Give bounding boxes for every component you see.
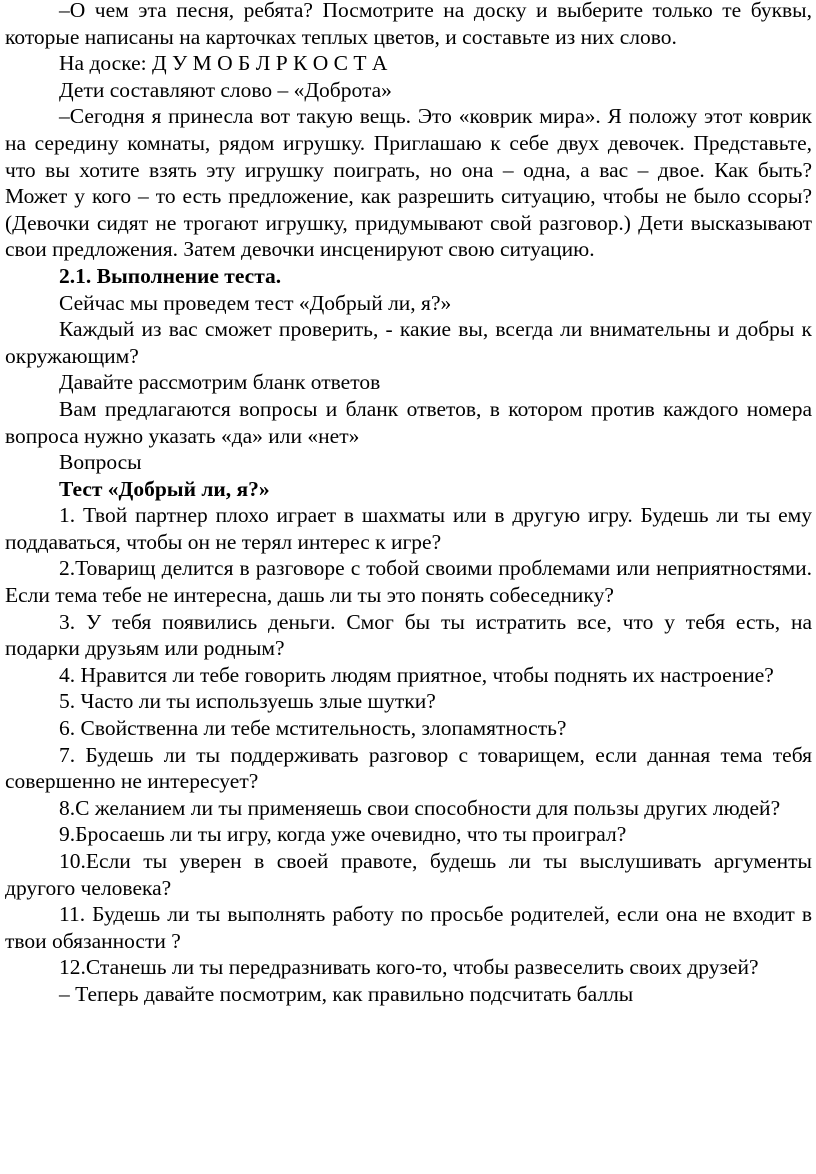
paragraph-instructions: Вам предлагаются вопросы и бланк ответов, в котором против каждого номера вопроса нужно указать «да» или «нет» — [5, 396, 812, 448]
question-3: 3. У тебя появились деньги. Смог бы ты истратить все, что у тебя есть, на подарки друзьям или родным? — [5, 609, 812, 661]
paragraph-peace-rug: –Сегодня я принесла вот такую вещь. Это «коврик мира». Я положу этот коврик на середину комнаты, рядом игрушку. Приглашаю к себе двух девочек. Представьте, что вы хотите взять эту игрушку поиграть, но она – одна, а вас – двое. Как быть? Может у кого – то есть предложение, как разрешить ситуацию, чтобы не было ссоры? (Девочки сидят не трогают игрушку, придумывают свой разговор.) Дети высказывают свои предложения. Затем девочки инсценируют свою ситуацию. — [5, 104, 812, 262]
question-10: 10.Если ты уверен в своей правоте, будешь ли ты выслушивать аргументы другого человека? — [5, 849, 812, 900]
question-8: 8.С желанием ли ты применяешь свои способности для пользы других людей? — [59, 795, 781, 820]
section-heading-test: 2.1. Выполнение теста. — [59, 263, 282, 288]
question-6: 6. Свойственна ли тебе мстительность, злопамятность? — [59, 716, 567, 741]
paragraph-word-kindness: Дети составляют слово – «Доброта» — [59, 77, 392, 102]
question-9: 9.Бросаешь ли ты игру, когда уже очевидно, что ты проиграл? — [59, 822, 627, 847]
test-title: Тест «Добрый ли, я?» — [59, 476, 270, 501]
question-11: 11. Будешь ли ты выполнять работу по просьбе родителей, если она не входит в твои обязанности ? — [5, 902, 812, 953]
paragraph-test-intro: Сейчас мы проведем тест «Добрый ли, я?» — [59, 290, 452, 315]
paragraph-check-yourself: Каждый из вас сможет проверить, - какие вы, всегда ли внимательны и добры к окружающим? — [5, 317, 812, 368]
question-1: 1. Твой партнер плохо играет в шахматы или в другую игру. Будешь ли ты ему поддаваться, чтобы он не терял интерес к игре? — [5, 503, 812, 554]
question-4: 4. Нравится ли тебе говорить людям приятное, чтобы поднять их настроение? — [59, 662, 774, 687]
question-5: 5. Часто ли ты используешь злые шутки? — [59, 689, 436, 714]
question-12: 12.Станешь ли ты передразнивать кого-то, чтобы развеселить своих друзей? — [59, 955, 759, 980]
question-2: 2.Товарищ делится в разговоре с тобой своими проблемами или неприятностями. Если тема тебе не интересна, дашь ли ты это понять собеседнику? — [5, 556, 812, 608]
paragraph-count-points: – Теперь давайте посмотрим, как правильно подсчитать баллы — [59, 981, 634, 1006]
question-7: 7. Будешь ли ты поддерживать разговор с товарищем, если данная тема тебя совершенно не интересует? — [5, 742, 812, 794]
paragraph-song-question: –О чем эта песня, ребята? Посмотрите на доску и выберите только те буквы, которые написаны на карточках теплых цветов, и составьте из них слово. — [5, 0, 812, 49]
paragraph-board-letters: На доске: Д У М О Б Л Р К О С Т А — [59, 51, 388, 76]
paragraph-questions-label: Вопросы — [59, 450, 142, 475]
paragraph-answer-form: Давайте рассмотрим бланк ответов — [59, 370, 381, 395]
